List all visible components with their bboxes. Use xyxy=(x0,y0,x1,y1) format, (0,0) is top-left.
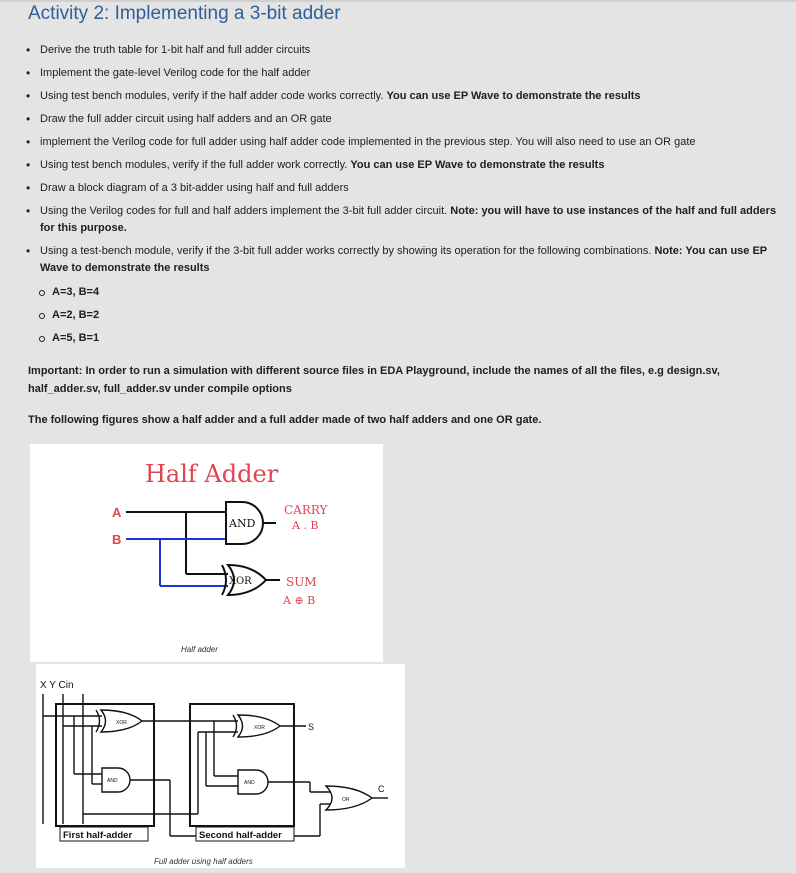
first-and-label: AND xyxy=(107,778,118,784)
bullet-text: Draw the full adder circuit using half adders and an OR gate xyxy=(40,113,332,125)
carry-expression: A . B xyxy=(292,519,319,532)
and-gate-label: AND xyxy=(229,517,256,530)
half-adder-diagram xyxy=(30,444,383,662)
sum-expression: A ⊕ B xyxy=(283,594,316,607)
or-gate-label: OR xyxy=(342,797,350,803)
bullet-text: Using test bench modules, verify if the half adder code works correctly. xyxy=(40,90,387,102)
sum-label: SUM xyxy=(286,575,317,589)
list-item xyxy=(20,134,785,151)
full-adder-caption: Full adder using half adders xyxy=(154,857,253,866)
half-adder-caption: Half adder xyxy=(181,645,218,654)
figures-intro: The following figures show a half adder and a full adder made of two half adders and one OR gate. xyxy=(28,414,542,426)
combination-item: A=2, B=2 xyxy=(38,307,99,324)
bullet-text: Using a test-bench module, verify if the 3-bit full adder works correctly by showing its operation for the following combinations. xyxy=(40,245,655,257)
bullet-text: Using the Verilog codes for full and half adders implement the 3-bit full adder circuit. xyxy=(40,205,451,217)
list-item xyxy=(20,111,785,128)
list-item xyxy=(20,203,785,237)
bullet-bold: Note: you will have to use instances of the half and full adders for this purpose. xyxy=(40,205,777,234)
list-item xyxy=(20,243,785,277)
half-adder-figure xyxy=(30,444,383,662)
combination-list xyxy=(38,284,99,353)
bullet-text: implement the Verilog code for full adder using half adder code implemented in the previous step. You will also need to use an OR gate xyxy=(40,136,696,148)
task-list xyxy=(20,42,785,283)
input-b-label: B xyxy=(112,532,122,547)
important-note: Important: In order to run a simulation with different source files in EDA Playground, include the names of all the files, e.g design.sv, half_adder.sv, full_adder.sv under compile options xyxy=(28,365,720,395)
full-adder-inputs-label: X Y Cin xyxy=(40,680,74,691)
carry-output-label: C xyxy=(378,784,385,794)
bullet-bold: You can use EP Wave to demonstrate the results xyxy=(386,90,641,102)
combination-item: A=3, B=4 xyxy=(38,284,99,301)
bullet-bold: Note: You can use EP Wave to demonstrate the results xyxy=(40,245,767,274)
bullet-bold: You can use EP Wave to demonstrate the results xyxy=(350,159,605,171)
carry-label: CARRY xyxy=(284,503,328,517)
bullet-text: Derive the truth table for 1-bit half and full adder circuits xyxy=(40,44,311,56)
bullet-text: Using test bench modules, verify if the full adder work correctly. xyxy=(40,159,351,171)
second-xor-label: XOR xyxy=(254,725,265,731)
second-half-adder-label: Second half-adder xyxy=(199,830,282,841)
page-title: Activity 2: Implementing a 3-bit adder xyxy=(28,3,341,24)
full-adder-diagram xyxy=(30,664,405,868)
bullet-text: Implement the gate-level Verilog code for the half adder xyxy=(40,67,311,79)
first-half-adder-label: First half-adder xyxy=(63,830,133,841)
sum-output-label: S xyxy=(308,722,315,732)
bullet-text: Draw a block diagram of a 3 bit-adder using half and full adders xyxy=(40,182,349,194)
input-a-label: A xyxy=(112,505,122,520)
second-and-label: AND xyxy=(244,780,255,786)
top-border xyxy=(0,0,796,2)
xor-gate-label: XOR xyxy=(229,576,252,587)
list-item xyxy=(20,157,785,174)
list-item xyxy=(20,88,785,105)
first-xor-label: XOR xyxy=(116,720,127,726)
full-adder-figure xyxy=(30,664,405,868)
list-item xyxy=(20,65,785,82)
list-item xyxy=(20,180,785,197)
xor-gate-back xyxy=(222,565,226,595)
list-item xyxy=(20,42,785,59)
combination-item: A=5, B=1 xyxy=(38,330,99,347)
half-adder-heading: Half Adder xyxy=(145,460,279,488)
